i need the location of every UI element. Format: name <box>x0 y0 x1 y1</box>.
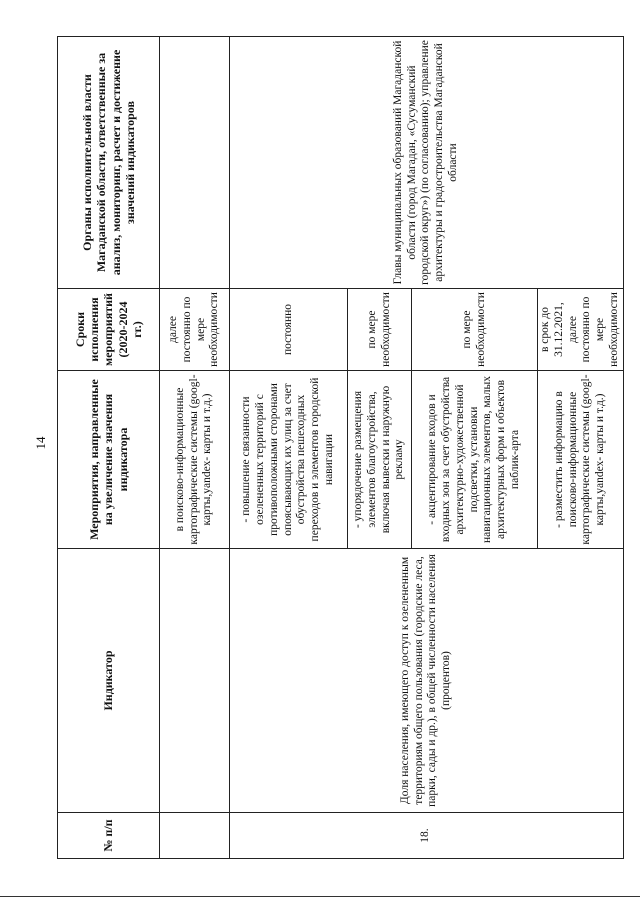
activity-cell: - разместить информацию в поисково-информационные картографические системы (googl-карты,yandex- карты и т.д.) <box>538 371 624 549</box>
header-terms: Сроки исполнения мероприятий (2020-2024 гг.) <box>58 289 160 371</box>
header-indicator: Индикатор <box>58 549 160 813</box>
header-authorities: Органы исполнительной власти Магаданской области, ответственные за анализ, мониторинг, расчет и достижение значений индикаторов <box>58 37 160 289</box>
indicator-cell: Доля населения, имеющего доступ к озелененным территориям общего пользования (городские леса, парки, сады и др.), в общей численности населения (процентов) <box>230 549 624 813</box>
page-number: 14 <box>33 436 48 450</box>
activity-cell: в поисково-информационные картографические системы (googl-карты,yandex- карты и т.д.) <box>160 371 230 549</box>
term-cell: по мере необходимости <box>412 289 538 371</box>
term-cell: в срок до 31.12.2021, далее постоянно по мере необходимости <box>538 289 624 371</box>
activity-cell: - акцентирование входов и входных зон за счет обустройства архитектурно-художественной подсветки, установки навигационных элементов, малых архитектурных форм и объектов паблик-арта <box>412 371 538 549</box>
rotated-page-content <box>57 37 620 859</box>
empty-cell <box>160 813 230 859</box>
table-row <box>160 37 230 859</box>
term-cell: далее постоянно по мере необходимости <box>160 289 230 371</box>
indicators-table <box>57 36 624 859</box>
empty-cell <box>160 37 230 289</box>
activity-cell: - упорядочение размещения элементов благоустройства, включая вывески и наружную рекламу <box>348 371 412 549</box>
table-header-row <box>58 37 160 859</box>
empty-cell <box>160 549 230 813</box>
term-cell: постоянно <box>230 289 348 371</box>
row-number: 18. <box>230 813 624 859</box>
page-bottom-border <box>0 896 640 897</box>
activity-cell: - повышение связанности озелененных территорий с противоположными сторонами опоясывающих их улиц за счет обустройства пешеходных переходов и элементов городской навигации <box>230 371 348 549</box>
table-row <box>230 37 348 859</box>
authorities-cell: Главы муниципальных образований Магаданской области (город Магадан, «Сусуманский городской округ») (по согласованию); управление архитектуры и градостроительства Магаданской области <box>230 37 624 289</box>
header-num: № п/п <box>58 813 160 859</box>
header-activities: Мероприятия, направленные на увеличение значения индикатора <box>58 371 160 549</box>
term-cell: по мере необходимости <box>348 289 412 371</box>
